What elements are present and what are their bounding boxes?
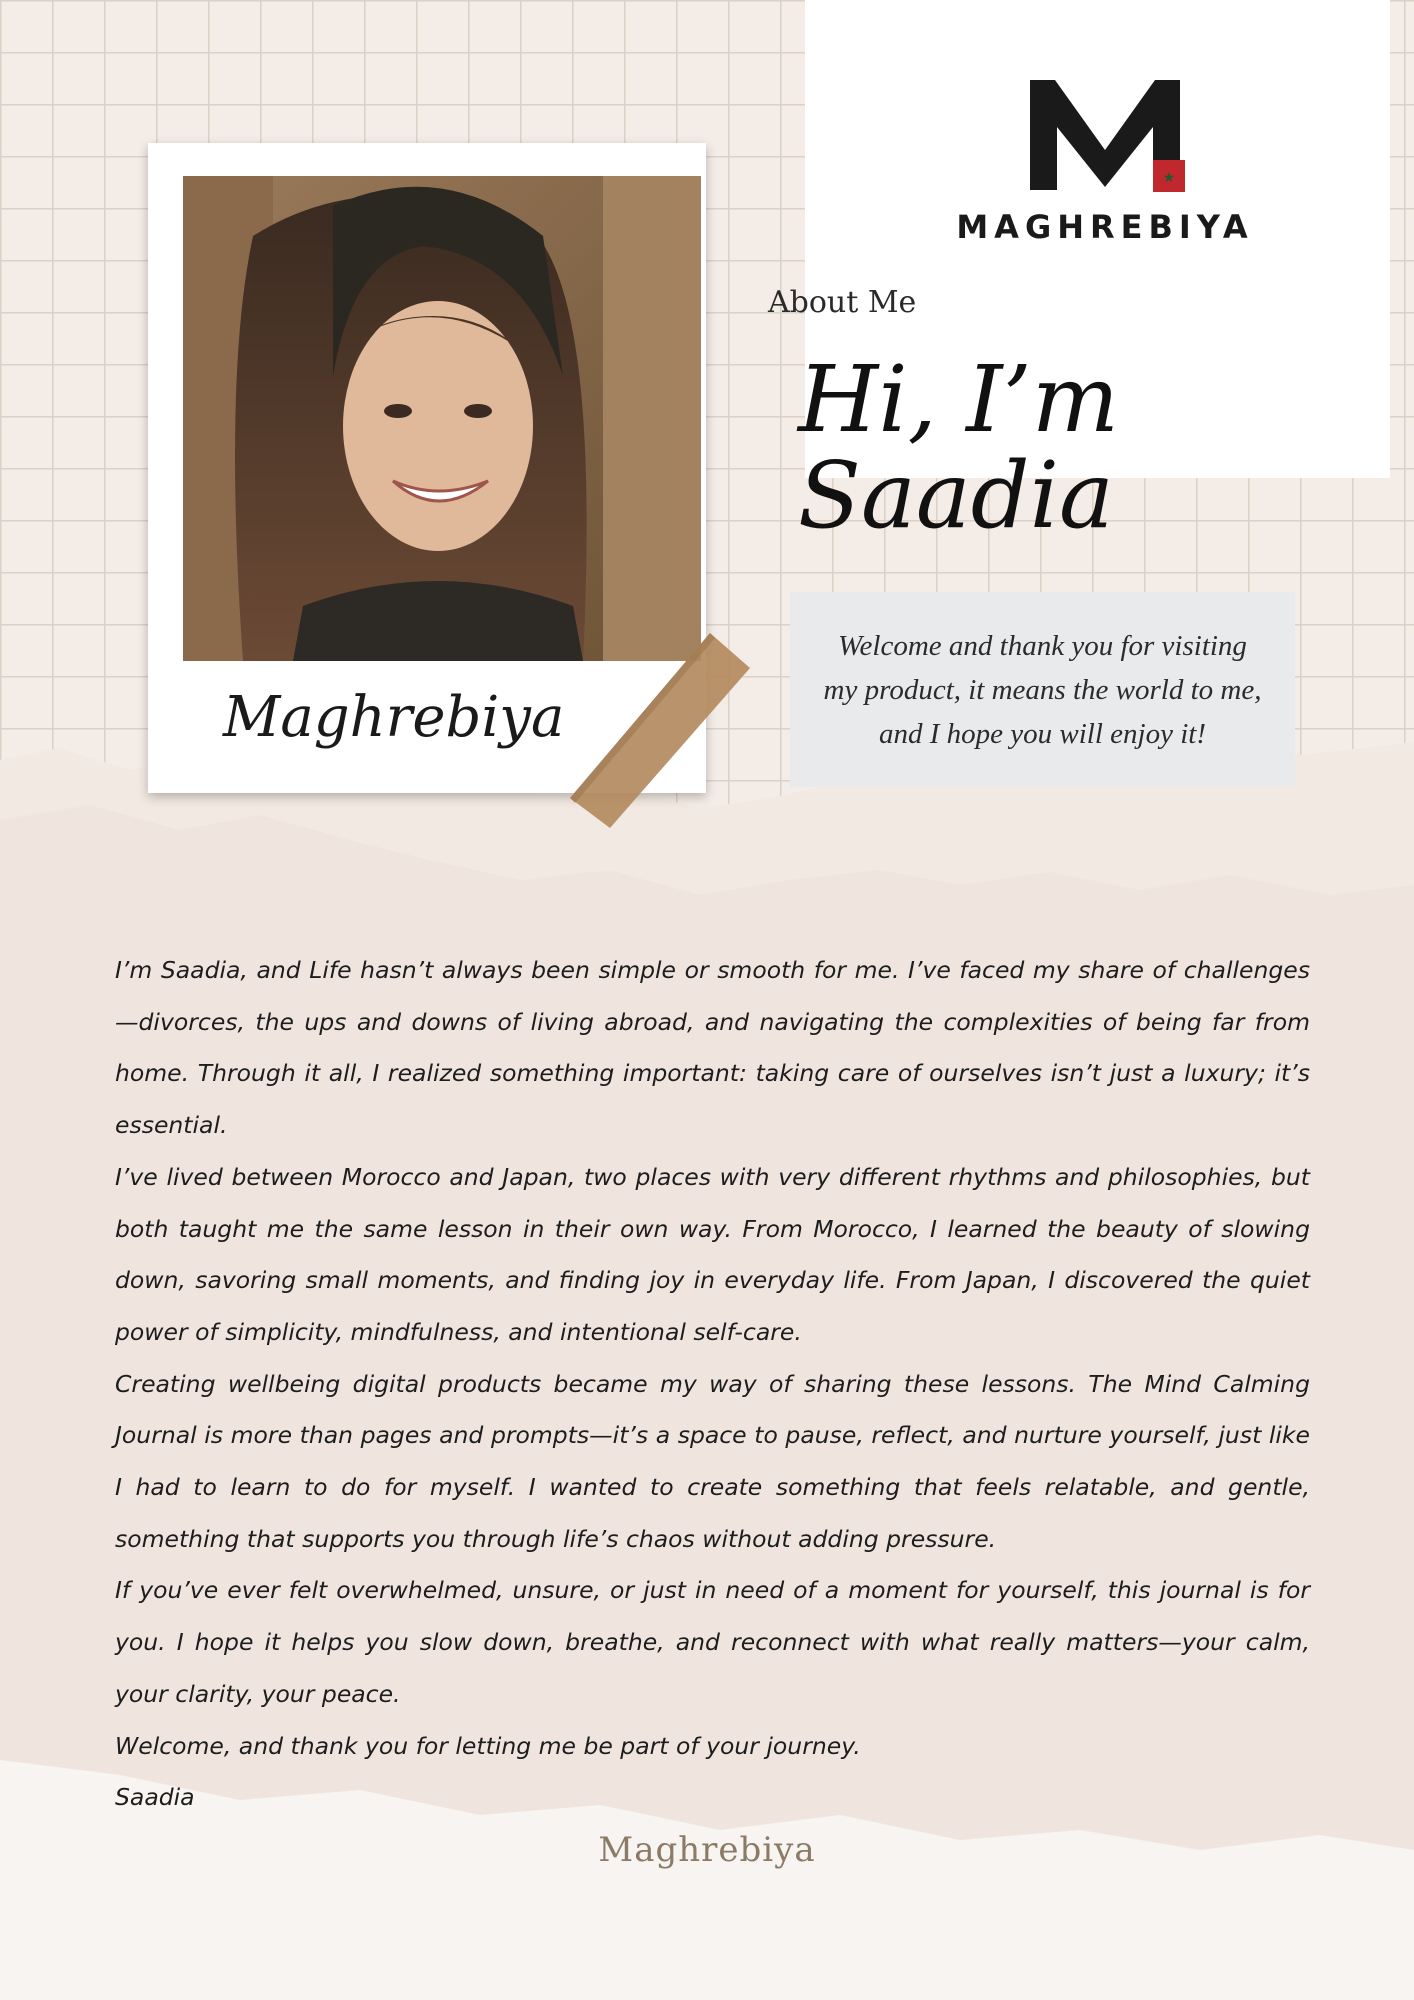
story-paragraph: Welcome, and thank you for letting me be part of your journey. bbox=[115, 1731, 861, 1760]
portrait-photo bbox=[183, 176, 701, 661]
svg-text:★: ★ bbox=[1162, 170, 1176, 186]
story-signoff: Saadia bbox=[115, 1783, 195, 1812]
footer-brand: Maghrebiya bbox=[598, 1830, 816, 1870]
story-paragraph: Creating wellbeing digital products became my way of sharing these lessons. The Mind Calming Journal is more than pages and prompts—it’s a space to pause, reflect, and nurture yourself, just like I had to learn to do for myself. I wanted to create something that feels relatable, and gentle, something that supports you through life’s chaos without adding pressure. bbox=[115, 1369, 1310, 1553]
welcome-note bbox=[790, 592, 1295, 787]
story-paragraph: I’m Saadia, and Life hasn’t always been simple or smooth for me. I’ve faced my share of challenges—divorces, the ups and downs of living abroad, and navigating the complexities of being far from home. Through it all, I realized something important: taking care of ourselves isn’t just a luxury; it’s essential. bbox=[115, 956, 1310, 1140]
about-story bbox=[115, 945, 1310, 1824]
logo-wordmark: MAGHREBIYA bbox=[956, 208, 1254, 246]
welcome-text: Welcome and thank you for visiting my product, it means the world to me, and I hope you will enjoy it! bbox=[823, 629, 1262, 750]
m-logo-icon bbox=[905, 72, 1305, 202]
story-paragraph: If you’ve ever felt overwhelmed, unsure, or just in need of a moment for yourself, this journal is for you. I hope it helps you slow down, breathe, and reconnect with what really matters—your calm, your clarity, your peace. bbox=[115, 1576, 1310, 1708]
brand-logo bbox=[905, 72, 1305, 252]
about-me-label: About Me bbox=[768, 285, 917, 320]
page-title: Hi, I’m Saadia bbox=[798, 346, 1119, 549]
tape-strip bbox=[565, 628, 765, 828]
story-paragraph: I’ve lived between Morocco and Japan, two places with very different rhythms and philosophies, but both taught me the same lesson in their own way. From Morocco, I learned the beauty of slowing down, savoring small moments, and finding joy in everyday life. From Japan, I discovered the quiet power of simplicity, mindfulness, and intentional self-care. bbox=[115, 1162, 1310, 1346]
signature-text: Maghrebiya bbox=[223, 685, 565, 750]
